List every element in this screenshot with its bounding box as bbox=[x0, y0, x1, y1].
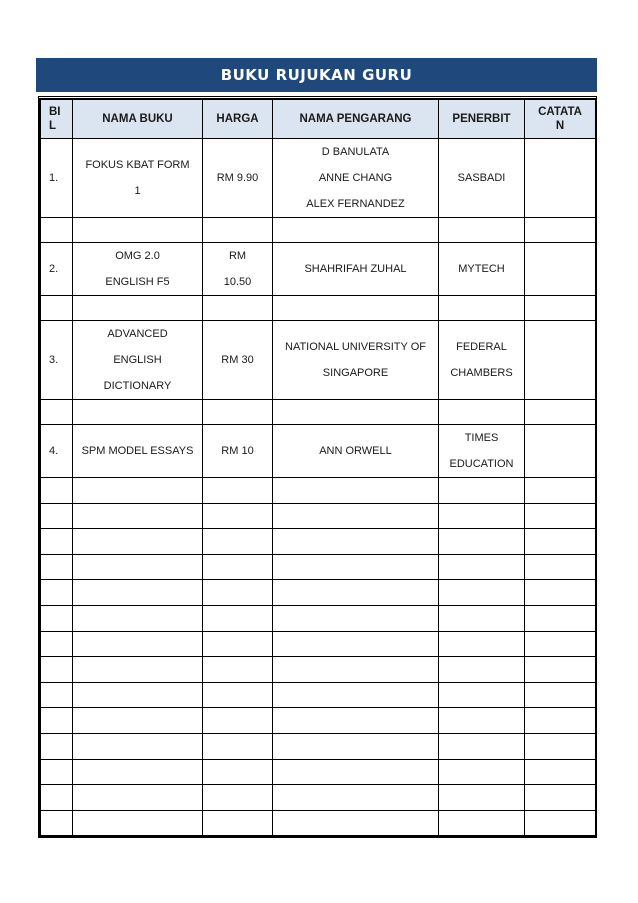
empty-cell bbox=[41, 759, 73, 785]
empty-cell bbox=[439, 503, 525, 529]
empty-cell bbox=[273, 554, 439, 580]
header-nama-pengarang: NAMA PENGARANG bbox=[273, 100, 439, 139]
cell-penerbit bbox=[439, 243, 525, 296]
empty-cell bbox=[273, 810, 439, 836]
cell-harga-line: RM 9.90 bbox=[216, 172, 259, 184]
empty-row bbox=[41, 733, 596, 759]
empty-cell bbox=[525, 657, 596, 683]
empty-cell bbox=[203, 657, 273, 683]
empty-cell bbox=[203, 554, 273, 580]
empty-cell bbox=[203, 759, 273, 785]
empty-row bbox=[41, 503, 596, 529]
empty-cell bbox=[439, 605, 525, 631]
cell-nama-buku-line: 1 bbox=[134, 185, 141, 197]
empty-cell bbox=[73, 529, 203, 555]
cell-nama-pengarang-line: ANNE CHANG bbox=[318, 172, 393, 184]
empty-cell bbox=[525, 631, 596, 657]
cell-penerbit-line: SASBADI bbox=[457, 172, 506, 184]
cell-nama-buku-line: SPM MODEL ESSAYS bbox=[81, 445, 194, 457]
cell-harga-line: RM bbox=[228, 250, 247, 262]
empty-cell bbox=[203, 296, 273, 321]
empty-cell bbox=[73, 708, 203, 734]
cell-harga bbox=[203, 321, 273, 400]
cell-harga bbox=[203, 425, 273, 478]
header-row bbox=[41, 100, 596, 139]
cell-penerbit-line: FEDERAL bbox=[456, 341, 507, 353]
cell-nama-pengarang bbox=[273, 243, 439, 296]
empty-cell bbox=[73, 503, 203, 529]
empty-cell bbox=[273, 503, 439, 529]
table-row bbox=[41, 425, 596, 478]
empty-row bbox=[41, 580, 596, 606]
empty-cell bbox=[439, 400, 525, 425]
cell-nama-buku bbox=[73, 321, 203, 400]
empty-cell bbox=[525, 478, 596, 504]
empty-cell bbox=[203, 733, 273, 759]
cell-nama-pengarang-line: SINGAPORE bbox=[322, 367, 389, 379]
header-bil bbox=[41, 100, 73, 139]
cell-harga-line: 10.50 bbox=[223, 276, 252, 288]
empty-cell bbox=[203, 708, 273, 734]
cell-nama-pengarang bbox=[273, 425, 439, 478]
cell-harga-line: RM 30 bbox=[221, 354, 254, 366]
empty-cell bbox=[203, 810, 273, 836]
empty-row bbox=[41, 296, 596, 321]
header-bil-line: L bbox=[49, 120, 57, 132]
cell-nama-buku bbox=[73, 243, 203, 296]
empty-cell bbox=[525, 605, 596, 631]
empty-cell bbox=[525, 785, 596, 811]
empty-cell bbox=[273, 657, 439, 683]
empty-cell bbox=[203, 631, 273, 657]
table-row bbox=[41, 243, 596, 296]
cell-catatan bbox=[525, 321, 596, 400]
empty-cell bbox=[73, 296, 203, 321]
empty-cell bbox=[273, 605, 439, 631]
empty-cell bbox=[203, 400, 273, 425]
empty-cell bbox=[525, 733, 596, 759]
empty-cell bbox=[273, 478, 439, 504]
empty-cell bbox=[203, 605, 273, 631]
cell-nama-pengarang bbox=[273, 139, 439, 218]
empty-row bbox=[41, 218, 596, 243]
cell-catatan bbox=[525, 425, 596, 478]
empty-cell bbox=[525, 218, 596, 243]
cell-bil: 3. bbox=[41, 321, 73, 400]
empty-cell bbox=[273, 218, 439, 243]
empty-row bbox=[41, 708, 596, 734]
table-row bbox=[41, 139, 596, 218]
cell-nama-pengarang-line: NATIONAL UNIVERSITY OF bbox=[285, 341, 426, 353]
empty-cell bbox=[525, 708, 596, 734]
empty-cell bbox=[41, 605, 73, 631]
cell-penerbit-line: MYTECH bbox=[458, 263, 505, 275]
reference-books-table-wrapper bbox=[38, 96, 597, 838]
cell-catatan bbox=[525, 139, 596, 218]
empty-cell bbox=[439, 682, 525, 708]
empty-cell bbox=[273, 682, 439, 708]
empty-cell bbox=[41, 708, 73, 734]
empty-cell bbox=[203, 478, 273, 504]
cell-harga bbox=[203, 139, 273, 218]
empty-cell bbox=[525, 682, 596, 708]
cell-nama-pengarang bbox=[273, 321, 439, 400]
empty-row bbox=[41, 810, 596, 836]
empty-row bbox=[41, 657, 596, 683]
empty-cell bbox=[41, 682, 73, 708]
empty-cell bbox=[203, 580, 273, 606]
empty-row bbox=[41, 631, 596, 657]
empty-cell bbox=[41, 785, 73, 811]
cell-penerbit bbox=[439, 425, 525, 478]
table-body bbox=[41, 139, 596, 836]
empty-row bbox=[41, 400, 596, 425]
empty-cell bbox=[41, 218, 73, 243]
empty-cell bbox=[525, 810, 596, 836]
header-harga: HARGA bbox=[203, 100, 273, 139]
cell-penerbit-line: TIMES bbox=[464, 432, 499, 444]
header-catatan bbox=[525, 100, 596, 139]
empty-cell bbox=[273, 400, 439, 425]
table-row bbox=[41, 321, 596, 400]
cell-nama-buku bbox=[73, 139, 203, 218]
header-catatan-line: CATATA bbox=[538, 106, 582, 118]
empty-cell bbox=[203, 503, 273, 529]
empty-cell bbox=[41, 810, 73, 836]
cell-penerbit-line: EDUCATION bbox=[449, 458, 514, 470]
empty-cell bbox=[41, 478, 73, 504]
empty-cell bbox=[439, 631, 525, 657]
header-penerbit: PENERBIT bbox=[439, 100, 525, 139]
empty-cell bbox=[73, 785, 203, 811]
empty-row bbox=[41, 682, 596, 708]
empty-cell bbox=[439, 708, 525, 734]
empty-cell bbox=[41, 733, 73, 759]
empty-cell bbox=[203, 218, 273, 243]
empty-cell bbox=[73, 580, 203, 606]
empty-cell bbox=[41, 503, 73, 529]
empty-cell bbox=[439, 478, 525, 504]
cell-nama-buku bbox=[73, 425, 203, 478]
empty-cell bbox=[73, 759, 203, 785]
cell-harga-line: RM 10 bbox=[221, 445, 254, 457]
cell-nama-pengarang-line: SHAHRIFAH ZUHAL bbox=[304, 263, 407, 275]
cell-nama-buku-line: DICTIONARY bbox=[103, 380, 172, 392]
cell-bil: 2. bbox=[41, 243, 73, 296]
empty-cell bbox=[41, 296, 73, 321]
header-catatan-line: N bbox=[555, 120, 565, 132]
empty-cell bbox=[73, 605, 203, 631]
empty-row bbox=[41, 759, 596, 785]
empty-cell bbox=[439, 785, 525, 811]
cell-penerbit-line: CHAMBERS bbox=[450, 367, 513, 379]
empty-cell bbox=[203, 785, 273, 811]
empty-cell bbox=[439, 554, 525, 580]
empty-row bbox=[41, 529, 596, 555]
empty-cell bbox=[439, 296, 525, 321]
empty-cell bbox=[73, 218, 203, 243]
empty-cell bbox=[273, 733, 439, 759]
empty-cell bbox=[41, 400, 73, 425]
cell-penerbit bbox=[439, 321, 525, 400]
empty-cell bbox=[73, 478, 203, 504]
empty-cell bbox=[273, 580, 439, 606]
empty-cell bbox=[73, 657, 203, 683]
empty-cell bbox=[439, 759, 525, 785]
cell-nama-buku-line: ENGLISH bbox=[113, 354, 162, 366]
empty-cell bbox=[273, 529, 439, 555]
empty-row bbox=[41, 478, 596, 504]
empty-cell bbox=[41, 529, 73, 555]
empty-cell bbox=[273, 785, 439, 811]
cell-nama-buku-line: ADVANCED bbox=[107, 328, 168, 340]
empty-cell bbox=[73, 554, 203, 580]
empty-cell bbox=[525, 554, 596, 580]
empty-cell bbox=[525, 400, 596, 425]
cell-harga bbox=[203, 243, 273, 296]
empty-cell bbox=[525, 529, 596, 555]
empty-cell bbox=[41, 631, 73, 657]
header-nama-buku: NAMA BUKU bbox=[73, 100, 203, 139]
cell-catatan bbox=[525, 243, 596, 296]
empty-cell bbox=[525, 580, 596, 606]
cell-nama-buku-line: ENGLISH F5 bbox=[105, 276, 170, 288]
empty-cell bbox=[41, 554, 73, 580]
empty-cell bbox=[73, 400, 203, 425]
empty-cell bbox=[273, 631, 439, 657]
empty-cell bbox=[203, 529, 273, 555]
empty-cell bbox=[525, 296, 596, 321]
empty-cell bbox=[439, 529, 525, 555]
empty-cell bbox=[439, 733, 525, 759]
empty-row bbox=[41, 605, 596, 631]
empty-cell bbox=[525, 759, 596, 785]
empty-cell bbox=[73, 631, 203, 657]
empty-cell bbox=[439, 580, 525, 606]
empty-cell bbox=[439, 810, 525, 836]
empty-cell bbox=[203, 682, 273, 708]
cell-bil: 4. bbox=[41, 425, 73, 478]
cell-nama-buku-line: OMG 2.0 bbox=[115, 250, 160, 262]
cell-nama-pengarang-line: ANN ORWELL bbox=[319, 445, 392, 457]
cell-nama-pengarang-line: D BANULATA bbox=[321, 146, 390, 158]
empty-cell bbox=[73, 810, 203, 836]
empty-cell bbox=[73, 733, 203, 759]
empty-cell bbox=[439, 657, 525, 683]
empty-cell bbox=[439, 218, 525, 243]
empty-row bbox=[41, 785, 596, 811]
cell-penerbit bbox=[439, 139, 525, 218]
header-bil-line: BI bbox=[49, 106, 61, 118]
empty-cell bbox=[273, 296, 439, 321]
cell-nama-pengarang-line: ALEX FERNANDEZ bbox=[306, 198, 405, 210]
empty-cell bbox=[73, 682, 203, 708]
reference-books-table bbox=[40, 99, 596, 836]
empty-row bbox=[41, 554, 596, 580]
empty-cell bbox=[41, 657, 73, 683]
empty-cell bbox=[273, 759, 439, 785]
empty-cell bbox=[525, 503, 596, 529]
empty-cell bbox=[41, 580, 73, 606]
cell-bil: 1. bbox=[41, 139, 73, 218]
cell-nama-buku-line: FOKUS KBAT FORM bbox=[85, 159, 190, 171]
empty-cell bbox=[273, 708, 439, 734]
page-title: BUKU RUJUKAN GURU bbox=[36, 58, 597, 92]
